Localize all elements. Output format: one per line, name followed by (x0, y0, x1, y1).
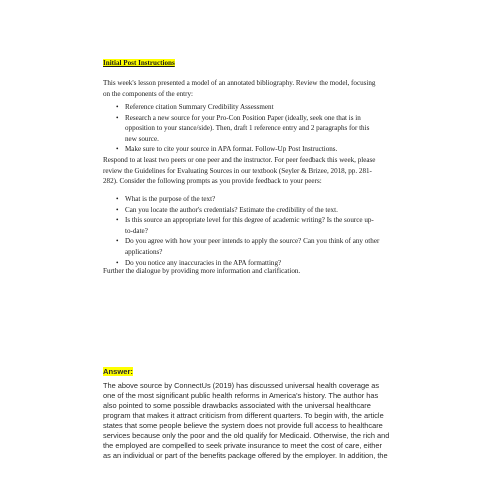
list-item-line: What is the purpose of the text? (125, 195, 216, 203)
list-item (103, 144, 403, 155)
bullet-icon: • (116, 103, 119, 111)
answer-line: as an individual or part of the benefits package offered by the employer. In addition, the (103, 451, 388, 460)
list-item (103, 205, 403, 216)
intro-paragraph (103, 78, 403, 99)
list-item-line: Make sure to cite your source in APA format. Follow-Up Post Instructions. (125, 145, 338, 154)
list-item (103, 102, 403, 113)
respond-line: Respond to at least two peers or one peer and the instructor. For peer feedback this week, please (103, 156, 376, 164)
intro-line: This week's lesson presented a model of an annotated bibliography. Review the model, focusing (103, 79, 376, 87)
list-item-line: Is this source an appropriate level for this degree of academic writing? Is the source up- (125, 216, 374, 225)
list-item (103, 215, 403, 236)
intro-line: on the components of the entry: (103, 89, 194, 98)
list-item-line: Do you agree with how your peer intends to apply the source? Can you think of any other (125, 237, 380, 246)
answer-line: one of the most significant public health reforms in America's history. The author has (103, 391, 379, 400)
bullet-icon: • (116, 113, 119, 122)
list-item-line: Reference citation Summary Credibility Assessment (125, 103, 274, 111)
respond-line: 282). Consider the following prompts as you provide feedback to your peers: (103, 177, 322, 186)
list-item-line: to-date? (125, 226, 148, 235)
answer-line: services because only the poor and the old qualify for Medicaid. Otherwise, the rich and (103, 431, 390, 440)
bullet-icon: • (116, 145, 119, 154)
list-item (103, 236, 403, 257)
list-item-line: new source. (125, 134, 159, 143)
closing-line: Further the dialogue by providing more information and clarification. (103, 267, 301, 275)
answer-line: The above source by ConnectUs (2019) has discussed universal health coverage as (103, 381, 380, 390)
list-item (103, 194, 403, 205)
bullet-icon: • (116, 205, 119, 214)
entry-components-list (103, 102, 403, 155)
bullet-icon: • (116, 195, 119, 203)
initial-post-heading (103, 58, 175, 69)
answer-line: also pointed to some possible drawbacks associated with the universal healthcare (103, 401, 371, 410)
feedback-prompts-list (103, 194, 403, 268)
answer-heading-text: Answer: (103, 367, 133, 376)
respond-paragraph (103, 155, 403, 187)
bullet-icon: • (116, 258, 119, 267)
answer-heading (103, 367, 133, 377)
list-item (103, 113, 403, 145)
respond-line: review the Guidelines for Evaluating Sources in our textbook (Seyler & Brizee, 2018, pp. 281- (103, 166, 372, 175)
answer-line: program that makes it attract criticism from different quarters. To begin with, the article (103, 411, 384, 420)
list-item-line: opposition to your stance/side). Then, draft 1 reference entry and 2 paragraphs for this (125, 124, 370, 133)
answer-line: states that some people believe the system does not provide full access to healthcare (103, 421, 383, 430)
list-item-line: applications? (125, 247, 163, 256)
initial-post-heading-text: Initial Post Instructions (103, 59, 175, 67)
bullet-icon: • (116, 216, 119, 225)
list-item-line: Can you locate the author's credentials? Estimate the credibility of the text. (125, 205, 338, 214)
answer-line: the employed are compelled to seek private insurance to meet the cost of care, either (103, 441, 382, 450)
answer-paragraph (103, 381, 403, 461)
bullet-icon: • (116, 237, 119, 246)
closing-paragraph (103, 266, 403, 277)
list-item-line: Do you notice any inaccuracies in the APA formatting? (125, 258, 282, 267)
list-item-line: Research a new source for your Pro-Con Position Paper (ideally, seek one that is in (125, 113, 361, 122)
